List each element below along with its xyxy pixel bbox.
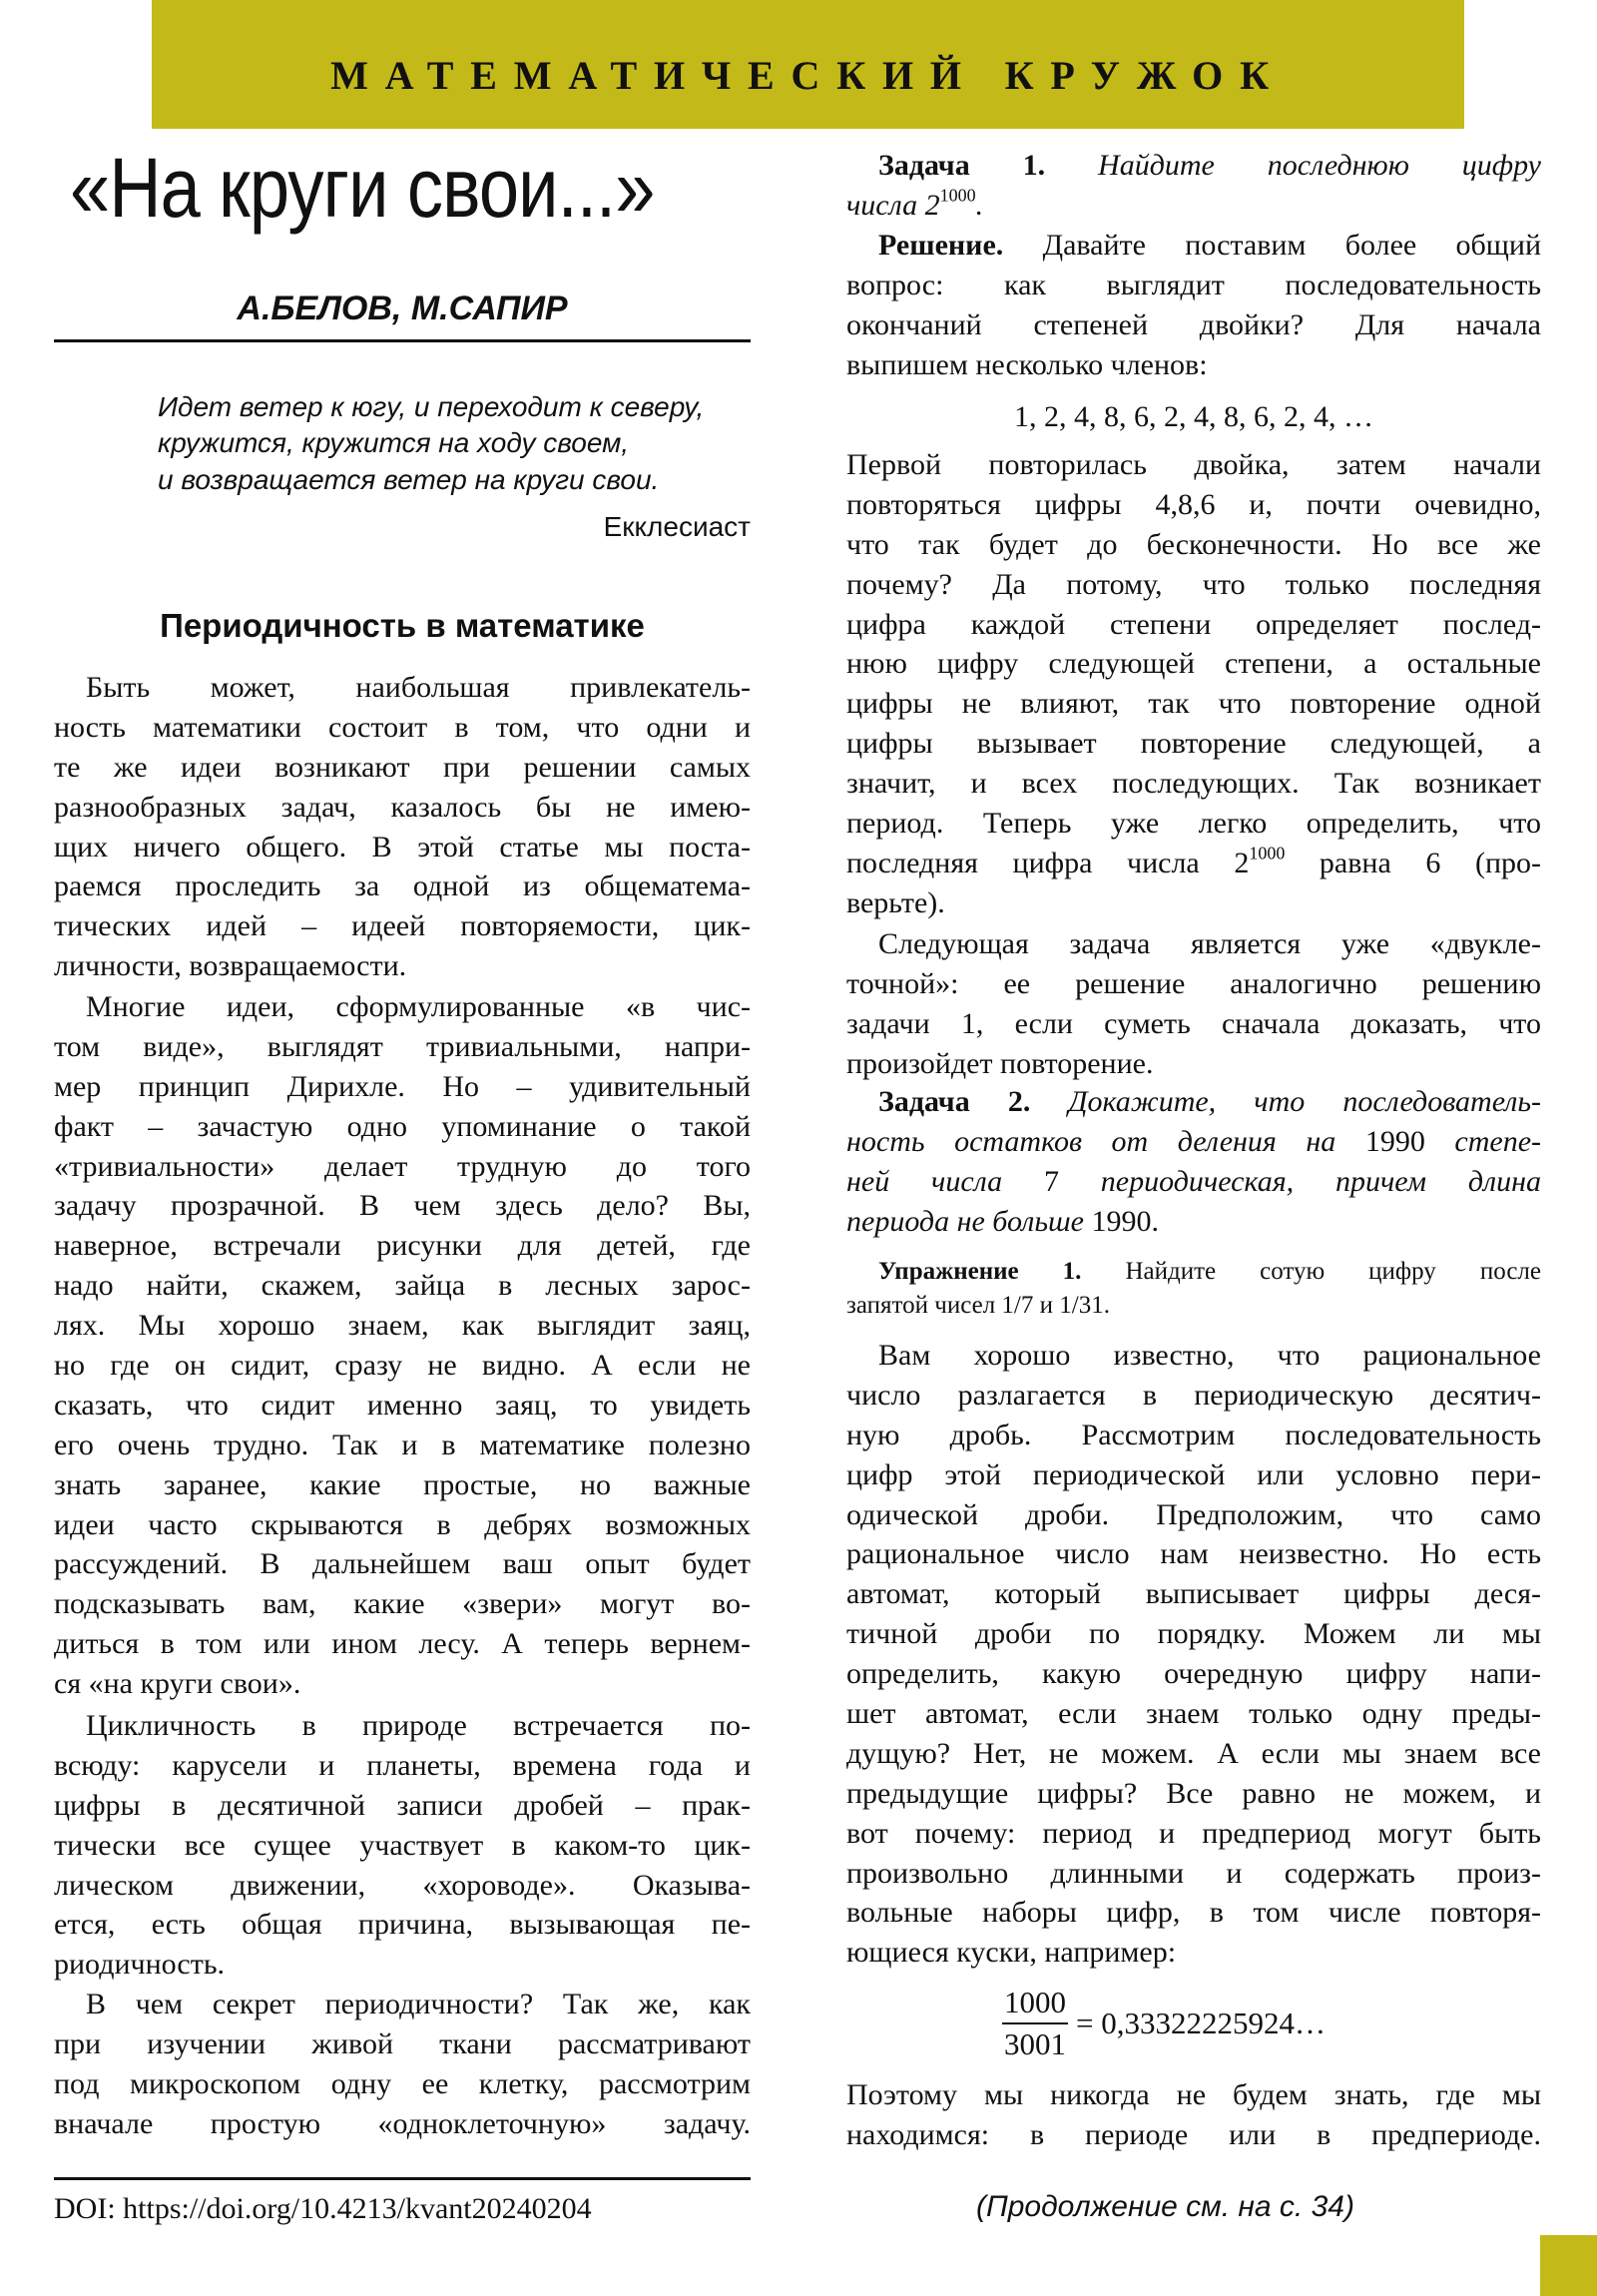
text-segment: 1990. (1091, 1204, 1159, 1238)
text-segment: Докажите, что последователь- (1030, 1085, 1541, 1118)
text-line: цифр этой периодической или условно пери- (846, 1457, 1541, 1491)
paragraph (54, 1706, 751, 1985)
text-line: тических идей – идеей повторяемости, цик- (54, 909, 751, 943)
text-line: диться в том или ином лесу. А теперь вернем- (54, 1627, 751, 1661)
text-line: сказать, что сидит именно заяц, то увидеть (54, 1388, 751, 1422)
text-line: запятой чисел 1/7 и 1/31. (846, 1292, 1110, 1319)
epigraph-line: и возвращается ветер на круги свои. (158, 464, 660, 495)
text-segment: периода не больше (846, 1204, 1092, 1238)
text-line: ность математики состоит в том, что одни и (54, 710, 751, 744)
text-segment: равна 6 (про- (1285, 846, 1542, 879)
text-line: цифры не влияют, так что повторение одной (846, 687, 1541, 721)
text-line: его очень трудно. Так и в математике полезно (54, 1428, 751, 1461)
text-line: под микроскопом одну ее клетку, рассмотрим (54, 2066, 751, 2100)
text-line (846, 226, 1541, 266)
text-line: вот почему: период и предпериод могут быть (846, 1816, 1541, 1850)
text-line: вольные наборы цифр, в том числе повторя- (846, 1896, 1541, 1930)
section-title: МАТЕМАТИЧЕСКИЙ КРУЖОК (330, 53, 1286, 98)
text-line: мер принцип Дирихле. Но – удивительный (54, 1069, 751, 1103)
text-line: Цикличность в природе встречается по- (86, 1709, 751, 1742)
text-line: факт – зачастую одно упоминание о такой (54, 1109, 751, 1143)
bold-lead-in: Задача 2. (878, 1085, 1031, 1118)
text-line: предыдущие цифры? Все равно не можем, и (846, 1776, 1541, 1810)
text-line: риодичность. (54, 1948, 226, 1982)
text-segment: степе- (1424, 1124, 1541, 1158)
text-line (846, 1082, 1541, 1122)
text-line (846, 146, 1541, 186)
text-line (846, 186, 1541, 226)
exponent: 1000 (939, 185, 976, 206)
article-title: «На круги свои...» (70, 141, 655, 235)
text-segment: ней числа (846, 1164, 1044, 1198)
paragraph (846, 397, 1541, 437)
text-line: Многие идеи, сформулированные «в чис- (86, 990, 751, 1023)
text-line: 1, 2, 4, 8, 6, 2, 4, 8, 6, 2, 4, … (1014, 400, 1373, 433)
text-line: цифра каждой степени определяет послед- (846, 607, 1541, 641)
text-line: всюду: карусели и планеты, времена года и (54, 1748, 751, 1782)
epigraph-line: Идет ветер к югу, и переходит к северу, (158, 391, 705, 422)
text-line: одической дроби. Предположим, что само (846, 1497, 1541, 1531)
text-segment: Найдите сотую цифру после (1081, 1258, 1541, 1285)
text-line: вопрос: как выглядит последовательность (846, 268, 1541, 301)
text-line: определить, какую очередную цифру напи- (846, 1657, 1541, 1691)
paragraph (846, 1336, 1541, 1973)
text-line: период. Теперь уже легко определить, что (846, 807, 1541, 841)
text-line: но где он сидит, сразу не видно. А если не (54, 1349, 751, 1383)
text-segment: Найдите последнюю цифру (1045, 149, 1541, 182)
text-line: рациональное число нам неизвестно. Но есть (846, 1537, 1541, 1571)
text-line: повторяться цифры 4,8,6 и, почти очевидно, (846, 487, 1541, 521)
text-line: автомат, который выписывает цифры деся- (846, 1577, 1541, 1611)
text-line: задачи 1, если суметь сначала доказать, что (846, 1006, 1541, 1040)
paragraph (846, 226, 1541, 385)
text-line: те же идеи возникают при решении самых (54, 750, 751, 784)
text-line: верьте). (846, 885, 945, 919)
bold-lead-in: Решение. (878, 229, 1004, 262)
text-line: тичной дроби по порядку. Можем ли мы (846, 1617, 1541, 1651)
text-line (846, 844, 1541, 883)
text-segment: 1990 (1364, 1124, 1425, 1158)
paragraph (846, 2075, 1541, 2155)
text-line: почему? Да потому, что только последняя (846, 567, 1541, 601)
text-line: произойдет повторение. (846, 1046, 1154, 1080)
epigraph-source: Екклесиаст (603, 511, 751, 542)
text-segment: последняя цифра числа 2 (846, 846, 1250, 879)
text-line: раемся проследить за одной из общематема- (54, 869, 751, 903)
title-divider (54, 339, 751, 342)
text-line: находимся: в периоде или в предпериоде. (846, 2117, 1541, 2151)
text-segment: периодическая, причем длина (1058, 1164, 1541, 1198)
text-line: значит, и всех последующих. Так возникает (846, 767, 1541, 801)
text-line: том виде», выглядят тривиальными, напри- (54, 1029, 751, 1063)
text-line: точной»: ее решение аналогично решению (846, 966, 1541, 1000)
text-line: разнообразных задач, казалось бы не имею- (54, 790, 751, 824)
fraction-formula (1002, 1983, 1326, 2064)
text-line: подсказывать вам, какие «звери» могут во- (54, 1587, 751, 1621)
paragraph (846, 1082, 1541, 1242)
paragraph (846, 1255, 1541, 1323)
text-line: что так будет до бесконечности. Но все же (846, 527, 1541, 561)
text-line: Быть может, наибольшая привлекатель- (86, 671, 751, 704)
paragraph (54, 987, 751, 1704)
text-line: цифры в десятичной записи дробей – прак- (54, 1788, 751, 1822)
text-line: дущую? Нет, не можем. А если мы знаем все (846, 1736, 1541, 1770)
text-line: при изучении живой ткани рассматривают (54, 2026, 751, 2060)
section-header-band (152, 0, 1464, 129)
text-line: Следующая задача является уже «двукле- (878, 927, 1541, 960)
continuation-note: (Продолжение см. на с. 34) (976, 2190, 1354, 2223)
text-segment: 7 (1043, 1164, 1059, 1198)
text-line (846, 1122, 1541, 1162)
text-line: идеи часто скрываются в дебрях возможных (54, 1507, 751, 1541)
paragraph (846, 445, 1541, 923)
text-line: выпишем несколько членов: (846, 347, 1208, 381)
paragraph (54, 1985, 751, 2144)
text-line: знать заранее, какие простые, но важные (54, 1467, 751, 1501)
text-line (846, 1255, 1541, 1289)
text-line: ющиеся куски, например: (846, 1936, 1177, 1970)
doi-link[interactable]: DOI: https://doi.org/10.4213/kvant20240204 (54, 2192, 592, 2225)
text-segment: ность остатков от деления на (846, 1124, 1365, 1158)
text-line: Первой повторилась двойка, затем начали (846, 448, 1541, 481)
text-line: Поэтому мы никогда не будем знать, где мы (846, 2078, 1541, 2111)
text-line: надо найти, скажем, зайца в лесных зарос- (54, 1269, 751, 1303)
fraction-numerator: 1000 (1002, 1983, 1068, 2024)
text-line: ную дробь. Рассмотрим последовательность (846, 1418, 1541, 1451)
paragraph (846, 924, 1541, 1084)
text-line: вначале простую «одноклеточную» задачу. (54, 2106, 751, 2140)
text-line: окончаний степеней двойки? Для начала (846, 307, 1541, 341)
paragraph (54, 668, 751, 986)
formula-rhs: = 0,33322225924… (1076, 2006, 1326, 2040)
text-line: «тривиальности» делает трудную до того (54, 1149, 751, 1183)
text-line: цифры вызывает повторение следующей, а (846, 727, 1541, 761)
text-line: щих ничего общего. В этой статье мы поста- (54, 830, 751, 863)
page-corner-tab (1540, 2235, 1597, 2296)
text-line (846, 1162, 1541, 1202)
text-segment: Давайте поставим более общий (1003, 229, 1541, 262)
text-line: Вам хорошо известно, что рациональное (878, 1339, 1541, 1372)
text-line (846, 1202, 1541, 1242)
section-heading: Периодичность в математике (160, 607, 645, 644)
text-line: рассуждений. В дальнейшем ваш опыт будет (54, 1547, 751, 1581)
text-line: ся «на круги свои». (54, 1667, 301, 1701)
epigraph-line: кружится, кружится на ходу своем, (158, 427, 630, 458)
paragraph (846, 146, 1541, 226)
text-line: ется, есть общая причина, вызывающая пе- (54, 1908, 751, 1942)
text-line: произвольно длинными и содержать произ- (846, 1856, 1541, 1890)
fraction (1002, 1983, 1068, 2064)
text-segment: числа 2 (846, 188, 940, 222)
text-line: число разлагается в периодическую десятич- (846, 1378, 1541, 1412)
exponent: 1000 (1249, 843, 1286, 863)
text-line: личности, возвращаемости. (54, 949, 407, 983)
bold-lead-in: Упражнение 1. (878, 1258, 1082, 1285)
text-line: нюю цифру следующей степени, а остальные (846, 647, 1541, 681)
text-line: лях. Мы хорошо знаем, как выглядит заяц, (54, 1309, 751, 1343)
text-segment: . (975, 188, 984, 222)
text-line: В чем секрет периодичности? Так же, как (86, 1988, 751, 2020)
fraction-denominator: 3001 (1004, 2026, 1066, 2061)
bold-lead-in: Задача 1. (878, 149, 1046, 182)
article-authors: А.БЕЛОВ, М.САПИР (237, 289, 568, 327)
text-line: шет автомат, если знаем только одну преды- (846, 1697, 1541, 1731)
footer-divider (54, 2177, 751, 2180)
text-line: наверное, встречали рисунки для детей, где (54, 1229, 751, 1263)
text-line: тически все сущее участвует в каком-то цик- (54, 1828, 751, 1862)
text-line: лическом движении, «хороводе». Оказыва- (54, 1868, 751, 1902)
text-line: задачу прозрачной. В чем здесь дело? Вы, (54, 1189, 751, 1223)
